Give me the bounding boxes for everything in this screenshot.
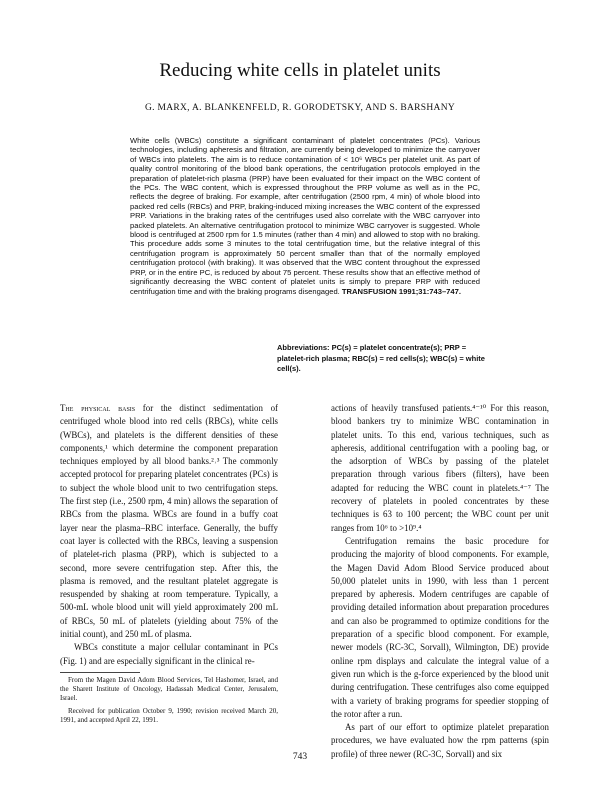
paragraph-lead-in: The physical basis <box>60 403 136 413</box>
body-paragraph: As part of our effort to optimize platelet preparation procedures, we have evaluated how the rpm patterns (spin profile) of three newer (RC-3C, Sorvall) and six <box>331 722 549 759</box>
body-paragraph: WBCs constitute a major cellular contaminant in PCs (Fig. 1) and are especially significant in the clinical re- <box>60 642 278 666</box>
received-note: Received for publication October 9, 1990; revision received March 20, 1991, and accepted April 22, 1991. <box>60 706 278 724</box>
affiliation-note: From the Magen David Adom Blood Services, Tel Hashomer, Israel, and the Sharett Institute of Oncology, Hadassah Medical Center, Jerusalem, Israel. <box>60 676 278 703</box>
footnote-divider <box>60 672 140 673</box>
page-number: 743 <box>292 752 308 762</box>
author-list: G. MARX, A. BLANKENFELD, R. GORODETSKY, AND S. BARSHANY <box>144 103 456 113</box>
body-paragraph: Centrifugation remains the basic procedure for producing the majority of blood components. For example, the Magen David Adom Blood Service produced about 50,000 platelet units in 1990, with less than 1 percent prepared by apheresis. Modern centrifuges are capable of providing detailed information about preparation procedures and can also be programmed to optimize conditions for the preparation of a specific blood component. For example, newer models (RC-3C, Sorvall), Wilmington, DE) provide online rpm displays and calculate the integral value of a given run which is the g-force experienced by the blood unit during centrifugation. These centrifuges also come equipped with a variety of braking programs for speedier stopping of the rotor after a run. <box>331 535 549 719</box>
body-paragraph <box>60 402 278 641</box>
body-paragraph: actions of heavily transfused patients.⁴⁻¹⁰ For this reason, blood bankers try to minimize WBC contamination in platelet units. To this end, various techniques, such as apheresis, additional centrifugation with a pooling bag, or the adsorption of WBCs by passing of the platelet preparation through various fibers (filters), have been adapted for reducing the WBC count in platelets.⁴⁻⁷ The recovery of platelets in pooled concentrates by these techniques is 63 to 100 percent; the WBC count per unit ranges from 10⁶ to >10⁹.⁴ <box>331 403 549 533</box>
abstract <box>130 136 480 296</box>
footnotes <box>60 676 278 728</box>
body-column-left <box>60 402 278 668</box>
journal-reference: TRANSFUSION 1991;31:743–747. <box>341 286 461 296</box>
article-title: Reducing white cells in platelet units <box>159 60 441 81</box>
abbreviations: Abbreviations: PC(s) = platelet concentrate(s); PRP = platelet-rich plasma; RBC(s) = red cells(s); WBC(s) = white cell(s). <box>277 343 485 373</box>
paragraph-text: for the distinct sedimentation of centrifuged whole blood into red cells (RBCs), white cells (WBCs), and platelets is the different densities of these components,¹ which determine the component preparation techniques employed by all blood banks.²˒³ The commonly accepted protocol for preparing platelet concentrates (PCs) is to subject the whole blood unit to two centrifugation steps. The first step (i.e., 2500 rpm, 4 min) allows the separation of RBCs from the plasma. WBCs are found in a buffy coat layer near the plasma–RBC interface. Generally, the buffy coat layer is collected with the RBCs, leaving a suspension of platelet-rich plasma (PRP), which is subjected to a second, more severe centrifugation step. After this, the plasma is removed, and the resultant platelet aggregate is resuspended by shaking at room temperature. Typically, a 500-mL whole blood unit will yield approximately 200 mL of RBCs, 50 mL of platelets (yielding about 75% of the initial count), and 250 mL of plasma. <box>60 403 278 640</box>
body-column-right <box>331 402 549 761</box>
abstract-text: White cells (WBCs) constitute a significant contaminant of platelet concentrates (PCs). Various technologies, including apheresis and filtration, are currently being developed to minimize the carryover of WBCs into platelets. The aim is to reduce contamination of < 10⁶ WBCs per platelet unit. As part of quality control monitoring of the blood bank operations, the centrifugation protocols employed in the preparation of platelet-rich plasma (PRP) have been evaluated for their impact on the WBC content of the PCs. The WBC content, which is expressed throughout the PRP volume as well as in the PC, reflects the degree of braking. For example, after centrifugation (2500 rpm, 4 min) of whole blood into packed red cells (RBCs) and PRP, braking-induced mixing increases the WBC content of the expressed PRP. Variations in the braking rates of the centrifuges used also correlate with the WBC carryover into packed platelets. An alternative centrifugation protocol to minimize WBC carryover is suggested. Whole blood is centrifuged at 2500 rpm for 1.5 minutes (rather than 4 min) and allowed to stop with no braking. This procedure adds some 3 minutes to the total centrifugation time, but the relative integral of this centrifugation program is approximately 50 percent smaller than that of the normally employed centrifugation protocol (with braking). It was observed that the WBC content throughout the expressed PRP, or in the entire PC, is reduced by about 75 percent. These results show that an effective method of significantly decreasing the WBC content of platelet units is simply to prepare PRP with reduced centrifugation time and with the braking programs disengaged. <box>130 136 480 296</box>
